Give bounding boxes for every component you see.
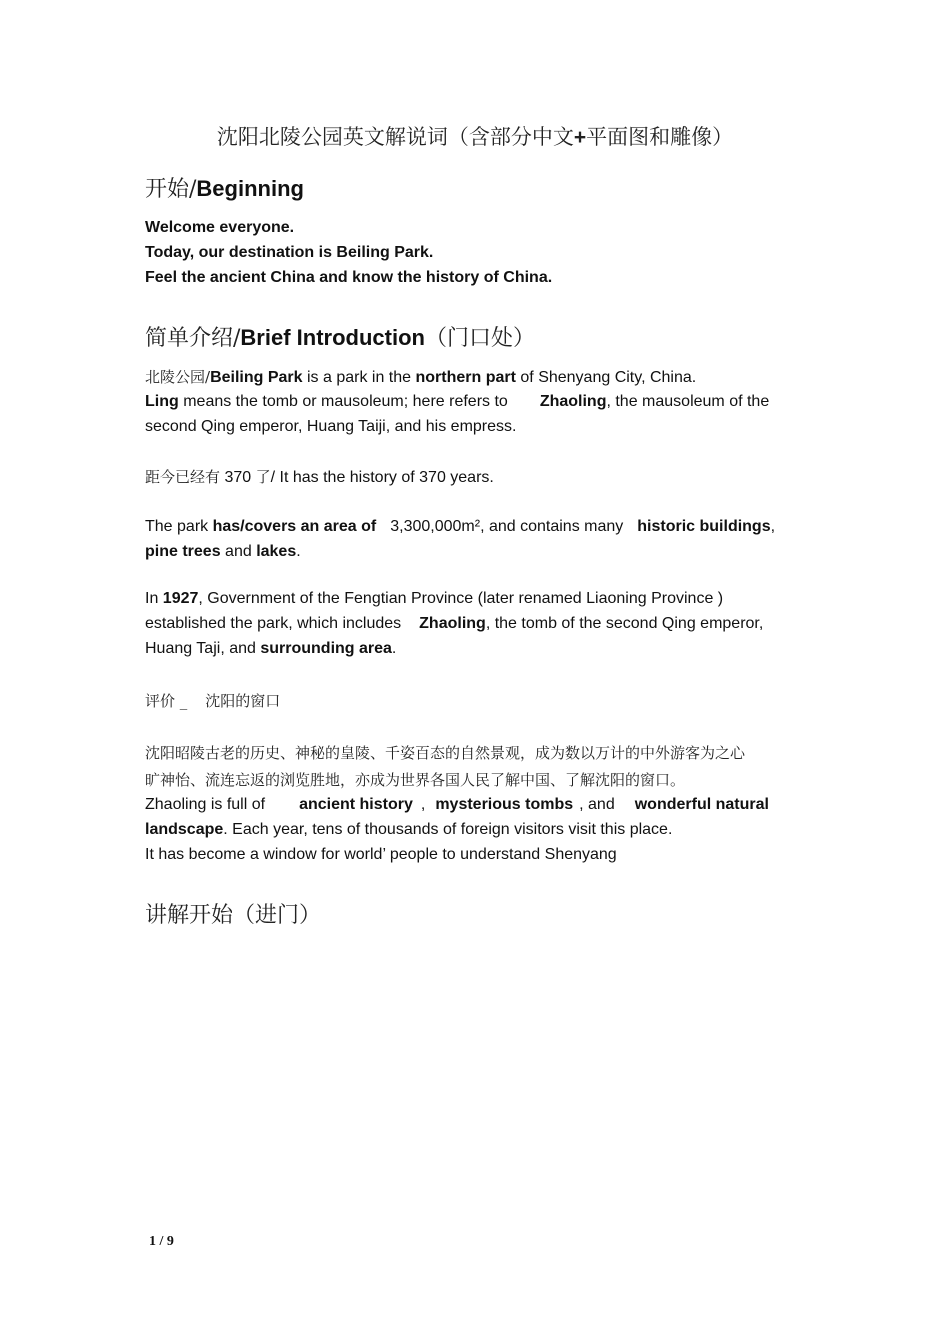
heading-en: Beginning [196,176,304,201]
area-line [145,517,775,537]
text: , Government of the Fengtian Province (later renamed Liaoning Province ) [198,590,724,607]
text: established the park, which includes [145,615,402,632]
bold-term: northern part [415,369,516,386]
cn-text: 旷神怡、流连忘返的浏览胜地，亦成为世界各国人民了解中国、了解沈阳的窗口。 [145,771,686,789]
bold-term: wonderful natural [634,796,769,813]
text: is a park in the [302,369,416,386]
bold-term: Zhaoling [539,393,607,410]
cn-text: 了 [255,468,271,486]
establish-line [145,614,763,634]
welcome-line: Welcome everyone. [145,219,295,236]
heading-tour-start [145,898,321,929]
heading-en: Brief Introduction [240,325,425,350]
text: The park [145,518,213,535]
text: Huang Taji, and [145,640,261,657]
title-text: 沈阳北陵公园英文解说词（含部分中文 [216,125,574,149]
text: , and [579,796,615,813]
intro-line: second Qing emperor, Huang Taiji, and his empress. [145,418,517,435]
bold-term: surrounding area [260,640,392,657]
bold-term: Beiling Park [210,369,303,386]
english-paragraph-line [145,820,672,840]
cn-text: 沈阳昭陵古老的历史、神秘的皇陵、千姿百态的自然景观，成为数以万计的中外游客为之心 [145,744,746,762]
bold-term: pine trees [145,543,221,560]
area-line [145,542,301,562]
welcome-line: Feel the ancient China and know the history of China. [145,269,553,286]
english-paragraph-line: It has become a window for world’ people to understand Shenyang [145,846,617,863]
intro-line [145,392,769,412]
bold-term: lakes [256,543,297,560]
review-label: 评价 _ [145,692,188,710]
bold-term: historic buildings [637,518,771,535]
establish-line [145,589,723,609]
cn-text: 北陵公园/ [145,368,211,386]
text: / It has the history of 370 years. [270,469,494,486]
bold-term: ancient history [299,796,413,813]
cn-text: 距今已经有 [145,468,221,486]
intro-line [145,367,696,388]
heading-cn: 简单介绍/ [145,326,241,351]
heading-beginning [145,172,304,203]
heading-suffix: （门口处） [424,326,535,351]
text: Zhaoling is full of [145,796,266,813]
review-line [145,691,280,712]
text: . Each year, tens of thousands of foreign visitors visit this place. [223,821,673,838]
welcome-line: Today, our destination is Beiling Park. [145,244,434,261]
bold-term: mysterious tombs [435,796,574,813]
text: means the tomb or mausoleum; here refers to [178,393,508,410]
bold-term: Zhaoling [419,615,486,632]
text: and [220,543,257,560]
review-text: 沈阳的窗口 [205,692,281,710]
establish-line [145,639,396,659]
bold-term: landscape [145,821,224,838]
text: . [296,543,301,560]
heading-brief-introduction [145,321,535,352]
chinese-paragraph-line [145,743,745,764]
bold-term: 1927 [162,590,199,607]
heading-cn: 开始/ [145,177,197,202]
bold-term: Ling [145,393,179,410]
document-title [0,121,950,151]
text: , [420,796,426,813]
bold-term: has/covers an area of [212,518,377,535]
text: , [770,518,776,535]
title-text-rest: 平面图和雕像） [586,125,734,149]
text: , the mausoleum of the [606,393,770,410]
text: 3,300,000m², and contains many [390,518,624,535]
english-paragraph-line [145,795,769,815]
title-plus: + [573,126,587,149]
history-line [145,467,494,488]
text: of Shenyang City, China. [515,369,697,386]
text: In [145,590,163,607]
page-number: 1 / 9 [149,1234,174,1249]
heading-cn: 讲解开始（进门） [145,903,322,928]
text: . [391,640,397,657]
text: , the tomb of the second Qing emperor, [485,615,764,632]
text: 370 [220,469,256,486]
chinese-paragraph-line [145,770,685,791]
